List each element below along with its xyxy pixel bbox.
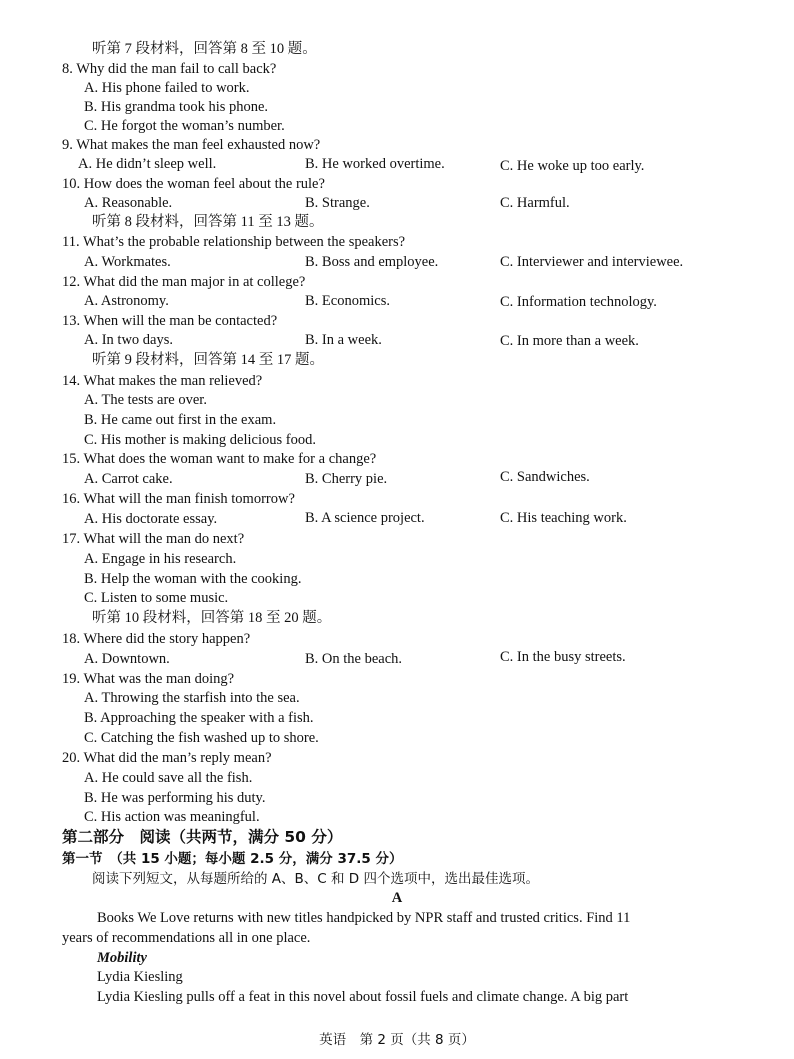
q19-option-a: A. Throwing the starfish into the sea. <box>84 690 300 706</box>
q19-option-b: B. Approaching the speaker with a fish. <box>84 710 314 726</box>
q20-option-b: B. He was performing his duty. <box>84 790 266 806</box>
q17-option-b: B. Help the woman with the cooking. <box>84 571 302 587</box>
q14-option-b: B. He came out first in the exam. <box>84 412 277 428</box>
q16-option-c: C. His teaching work. <box>500 510 627 526</box>
book-title: Mobility <box>97 950 147 966</box>
q17-option-c: C. Listen to some music. <box>84 590 229 606</box>
q15-option-b: B. Cherry pie. <box>305 471 388 487</box>
passage-para-1-line-2: years of recommendations all in one place. <box>62 930 311 946</box>
question-10: 10. How does the woman feel about the rule? <box>62 176 325 192</box>
q11-option-a: A. Workmates. <box>84 254 171 270</box>
q10-option-a: A. Reasonable. <box>84 195 173 211</box>
question-9: 9. What makes the man feel exhausted now? <box>62 137 321 153</box>
q15-option-a: A. Carrot cake. <box>84 471 173 487</box>
question-20: 20. What did the man’s reply mean? <box>62 750 272 766</box>
q10-option-b: B. Strange. <box>305 195 370 211</box>
q11-option-c: C. Interviewer and interviewee. <box>500 254 684 270</box>
question-8: 8. Why did the man fail to call back? <box>62 61 277 77</box>
q13-option-b: B. In a week. <box>305 332 382 348</box>
question-11: 11. What’s the probable relationship between the speakers? <box>62 234 406 250</box>
q12-option-c: C. Information technology. <box>500 294 657 310</box>
q13-option-a: A. In two days. <box>84 332 174 348</box>
q19-option-c: C. Catching the fish washed up to shore. <box>84 730 319 746</box>
q12-option-a: A. Astronomy. <box>84 293 169 309</box>
q16-option-a: A. His doctorate essay. <box>84 511 218 527</box>
page-footer: 英语 第 2 页（共 8 页） <box>319 1032 475 1048</box>
q20-option-a: A. He could save all the fish. <box>84 770 253 786</box>
q11-option-b: B. Boss and employee. <box>305 254 439 270</box>
question-17: 17. What will the man do next? <box>62 531 245 547</box>
q14-option-a: A. The tests are over. <box>84 392 207 408</box>
q10-option-c: C. Harmful. <box>500 195 570 211</box>
book-author: Lydia Kiesling <box>97 969 183 985</box>
q9-option-b: B. He worked overtime. <box>305 156 445 172</box>
q14-option-c: C. His mother is making delicious food. <box>84 432 316 448</box>
question-13: 13. When will the man be contacted? <box>62 313 278 329</box>
q18-option-a: A. Downtown. <box>84 651 170 667</box>
segment-8-instruction: 听第 8 段材料，回答第 11 至 13 题。 <box>92 214 324 230</box>
q8-option-b: B. His grandma took his phone. <box>84 99 269 115</box>
passage-para-1-line-1: Books We Love returns with new titles handpicked by NPR staff and trusted critics. Find 11 <box>97 910 631 926</box>
q17-option-a: A. Engage in his research. <box>84 551 237 567</box>
q9-option-c: C. He woke up too early. <box>500 158 645 174</box>
reading-directions: 阅读下列短文，从每题所给的 A、B、C 和 D 四个选项中，选出最佳选项。 <box>92 871 539 887</box>
q8-option-c: C. He forgot the woman’s number. <box>84 118 285 134</box>
question-19: 19. What was the man doing? <box>62 671 235 687</box>
question-18: 18. Where did the story happen? <box>62 631 251 647</box>
q20-option-c: C. His action was meaningful. <box>84 809 260 825</box>
q12-option-b: B. Economics. <box>305 293 390 309</box>
q13-option-c: C. In more than a week. <box>500 333 639 349</box>
segment-7-instruction: 听第 7 段材料，回答第 8 至 10 题。 <box>92 41 317 57</box>
passage-label: A <box>391 890 403 906</box>
question-12: 12. What did the man major in at college? <box>62 274 306 290</box>
part-2-heading: 第二部分 阅读（共两节，满分 50 分） <box>62 828 343 846</box>
q9-option-a: A. He didn’t sleep well. <box>78 156 217 172</box>
segment-9-instruction: 听第 9 段材料，回答第 14 至 17 题。 <box>92 352 324 368</box>
q8-option-a: A. His phone failed to work. <box>84 80 250 96</box>
question-14: 14. What makes the man relieved? <box>62 373 263 389</box>
question-16: 16. What will the man finish tomorrow? <box>62 491 295 507</box>
q18-option-b: B. On the beach. <box>305 651 403 667</box>
q16-option-b: B. A science project. <box>305 510 425 526</box>
segment-10-instruction: 听第 10 段材料，回答第 18 至 20 题。 <box>92 610 332 626</box>
q18-option-c: C. In the busy streets. <box>500 649 626 665</box>
section-1-heading: 第一节 （共 15 小题；每小题 2.5 分，满分 37.5 分） <box>62 851 403 867</box>
question-15: 15. What does the woman want to make for a change? <box>62 451 377 467</box>
q15-option-c: C. Sandwiches. <box>500 469 590 485</box>
passage-para-2-line-1: Lydia Kiesling pulls off a feat in this novel about fossil fuels and climate change. A big part <box>97 989 629 1005</box>
